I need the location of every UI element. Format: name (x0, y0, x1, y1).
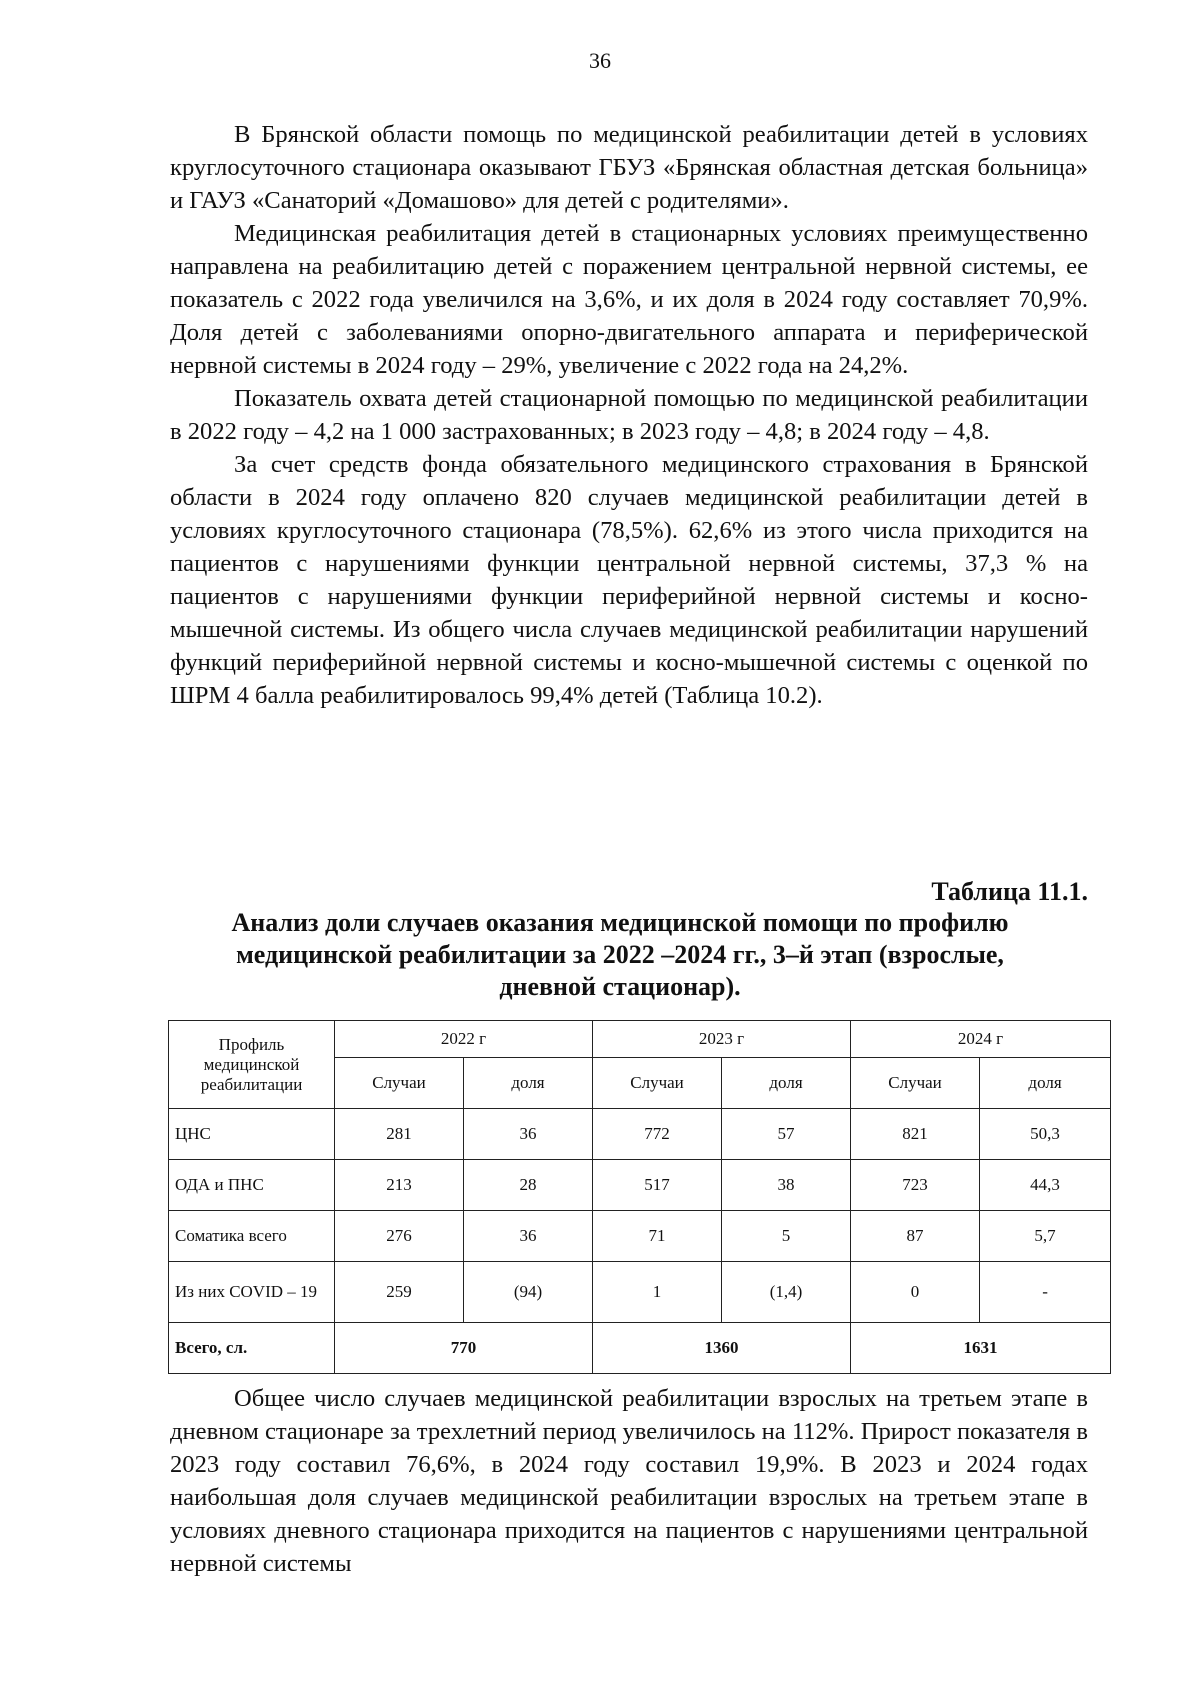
profile-header: Профиль медицинской реабилитации (169, 1021, 335, 1109)
paragraph: Медицинская реабилитация детей в стационарных условиях преимущественно направлена на реабилитацию детей с поражением центральной нервной системы, ее показатель с 2022 года увеличился на 3,6%, и их доля в 2024 году составляет 70,9%. Доля детей с заболеваниями опорно-двигательного аппарата и периферической нервной системы в 2024 году – 29%, увеличение с 2022 года на 24,2%. (170, 220, 1088, 379)
body-text-bottom (170, 1382, 1088, 1580)
table-row (169, 1262, 1111, 1323)
cases-header: Случаи (851, 1058, 980, 1109)
body-text-top (170, 118, 1088, 712)
row-label: ОДА и ПНС (169, 1160, 335, 1211)
table-cell: 259 (335, 1262, 464, 1323)
paragraph: За счет средств фонда обязательного медицинского страхования в Брянской области в 2024 году оплачено 820 случаев медицинской реабилитации детей в условиях круглосуточного стационара (78,5%). 62,6% из этого числа приходится на пациентов с нарушениями функции центральной нервной системы, 37,3 % на пациентов с нарушениями функции периферийной нервной системы и косно-мышечной системы. Из общего числа случаев медицинской реабилитации нарушений функций периферийной нервной системы и косно-мышечной системы с оценкой по ШРМ 4 балла реабилитировалось 99,4% детей (Таблица 10.2). (170, 451, 1088, 709)
year-header: 2024 г (851, 1021, 1111, 1058)
table-caption-title: Анализ доли случаев оказания медицинской помощи по профилю медицинской реабилитации за 2022 –2024 гг., 3–й этап (взрослые, дневной стационар). (231, 908, 1009, 1001)
table-cell: 5 (722, 1211, 851, 1262)
table-row (169, 1211, 1111, 1262)
table-cell: 44,3 (980, 1160, 1111, 1211)
table-cell: - (980, 1262, 1111, 1323)
table-cell: 772 (593, 1109, 722, 1160)
table-cell: 36 (464, 1211, 593, 1262)
row-label: Из них COVID – 19 (169, 1262, 335, 1323)
table-cell: 281 (335, 1109, 464, 1160)
total-label: Всего, сл. (169, 1323, 335, 1374)
table-cell: (94) (464, 1262, 593, 1323)
table-cell: 28 (464, 1160, 593, 1211)
page-number: 36 (589, 48, 611, 73)
table-cell: 723 (851, 1160, 980, 1211)
table-cell: 87 (851, 1211, 980, 1262)
total-cell: 770 (335, 1323, 593, 1374)
rehab-cases-table (168, 1020, 1111, 1374)
table-total-row (169, 1323, 1111, 1374)
row-label: Соматика всего (169, 1211, 335, 1262)
table-cell: 5,7 (980, 1211, 1111, 1262)
cases-header: Случаи (593, 1058, 722, 1109)
year-header: 2023 г (593, 1021, 851, 1058)
total-cell: 1360 (593, 1323, 851, 1374)
table-header-row (169, 1021, 1111, 1058)
table-cell: 1 (593, 1262, 722, 1323)
share-header: доля (464, 1058, 593, 1109)
row-label: ЦНС (169, 1109, 335, 1160)
table-row (169, 1160, 1111, 1211)
table-row (169, 1109, 1111, 1160)
table-cell: 36 (464, 1109, 593, 1160)
table-cell: 38 (722, 1160, 851, 1211)
paragraph: Общее число случаев медицинской реабилитации взрослых на третьем этапе в дневном стационаре за трехлетний период увеличилось на 112%. Прирост показателя в 2023 году составил 76,6%, в 2024 году составил 19,9%. В 2023 и 2024 годах наибольшая доля случаев медицинской реабилитации взрослых на третьем этапе в условиях дневного стационара приходится на пациентов с нарушениями центральной нервной системы (170, 1385, 1088, 1577)
table-cell: 50,3 (980, 1109, 1111, 1160)
share-header: доля (980, 1058, 1111, 1109)
table-cell: 821 (851, 1109, 980, 1160)
paragraph: В Брянской области помощь по медицинской реабилитации детей в условиях круглосуточного стационара оказывают ГБУЗ «Брянская областная детская больница» и ГАУЗ «Санаторий «Домашово» для детей с родителями». (170, 121, 1088, 214)
share-header: доля (722, 1058, 851, 1109)
table-cell: 57 (722, 1109, 851, 1160)
cases-header: Случаи (335, 1058, 464, 1109)
table-cell: 71 (593, 1211, 722, 1262)
paragraph: Показатель охвата детей стационарной помощью по медицинской реабилитации в 2022 году – 4,2 на 1 000 застрахованных; в 2023 году – 4,8; в 2024 году – 4,8. (170, 385, 1088, 445)
table-cell: 276 (335, 1211, 464, 1262)
year-header: 2022 г (335, 1021, 593, 1058)
table-cell: (1,4) (722, 1262, 851, 1323)
table-caption-label: Таблица 11.1. (931, 877, 1088, 906)
table-cell: 213 (335, 1160, 464, 1211)
table-cell: 0 (851, 1262, 980, 1323)
table-cell: 517 (593, 1160, 722, 1211)
total-cell: 1631 (851, 1323, 1111, 1374)
